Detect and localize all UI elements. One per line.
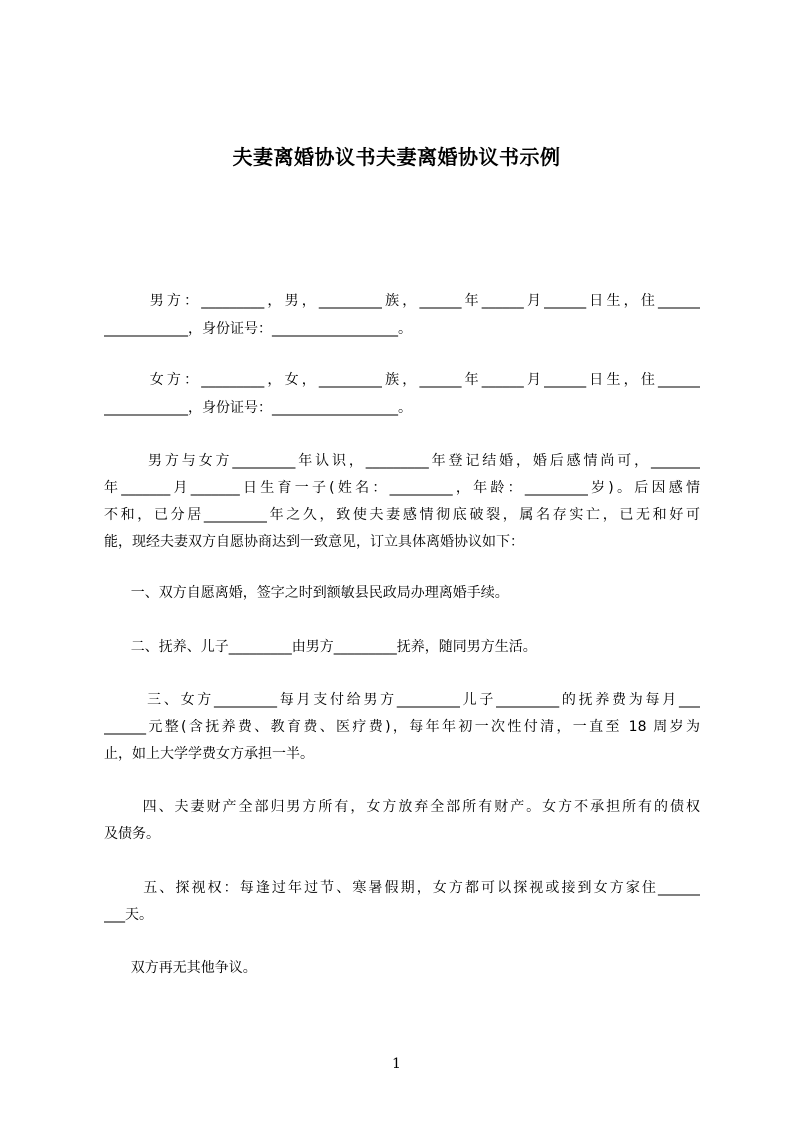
clause-3-line-2: ______元整(含抚养费、教育费、医疗费)，每年年初一次性付清，一直至 18 周岁为 [104, 719, 700, 735]
background-line-4: 能，现经夫妻双方自愿协商达到一致意见，订立具体离婚协议如下： [104, 534, 524, 550]
clause-5-line-2: ___天。 [104, 907, 153, 923]
clause-2-line-1: 二、抚养、儿子_________由男方_________抚养，随同男方生活。 [104, 639, 537, 655]
clause-4-line-2: 及债务。 [104, 826, 160, 842]
male-party-line-1: 男方：_________，男，_________族，______年______月______日生，住______ [104, 293, 700, 309]
closing-line-1: 双方再无其他争议。 [104, 960, 257, 976]
male-party-line-2: ____________，身份证号：__________________。 [104, 321, 412, 337]
female-party-line-2: ____________，身份证号：__________________。 [104, 400, 412, 416]
clause-4-line-1: 四、夫妻财产全部归男方所有，女方放弃全部所有财产。女方不承担所有的债权 [104, 799, 700, 815]
clause-5-line-1: 五、探视权：每逢过年过节、寒暑假期，女方都可以探视或接到女方家住______ [104, 880, 700, 896]
page-number: 1 [392, 1056, 401, 1072]
background-line-2: 年_______月_______日生育一子(姓名：_________，年龄：_________岁)。后因感情 [104, 480, 700, 496]
background-line-1: 男方与女方_________年认识，_________年登记结婚，婚后感情尚可，_______ [104, 453, 700, 469]
clause-3-line-1: 三、女方_________每月支付给男方_________儿子_________的抚养费为每月___ [104, 692, 700, 708]
background-line-3: 不和，已分居_________年之久，致使夫妻感情彻底破裂，属名存实亡，已无和好可 [104, 507, 700, 523]
clause-3-line-3: 止，如上大学学费女方承担一半。 [104, 746, 314, 762]
document-title: 夫妻离婚协议书夫妻离婚协议书示例 [232, 145, 561, 169]
clause-1-line-1: 一、双方自愿离婚，签字之时到额敏县民政局办理离婚手续。 [104, 585, 509, 601]
female-party-line-1: 女方：_________，女，_________族，______年______月______日生，住______ [104, 372, 700, 388]
